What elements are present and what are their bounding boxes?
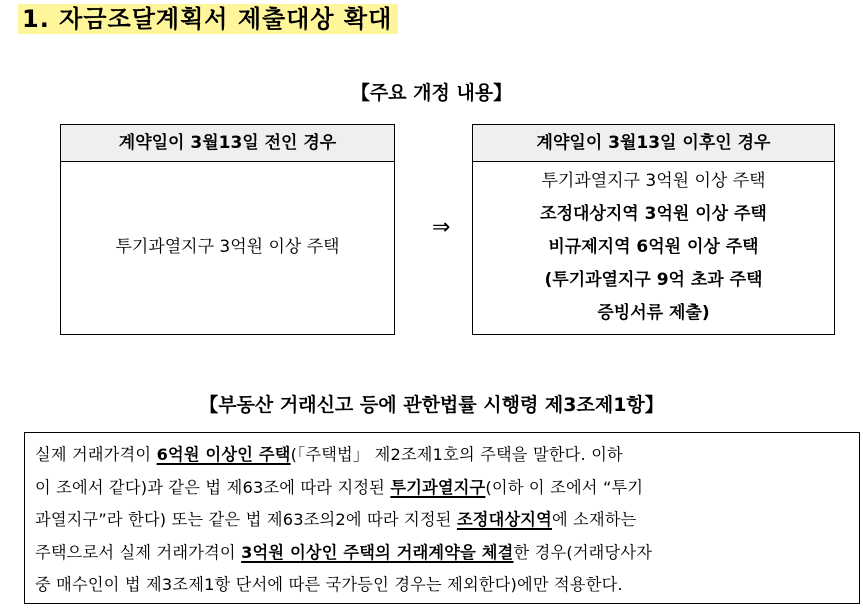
before-header: 계약일이 3월13일 전인 경우 [61, 125, 394, 162]
law-text: 이 조에서 같다)과 같은 법 제63조에 따라 지정된 [35, 477, 391, 497]
before-box [60, 124, 395, 335]
amendment-heading: 【주요 개정 내용】 [350, 82, 513, 104]
law-text: 에 소재하는 [551, 510, 637, 529]
after-box [472, 124, 835, 335]
law-line [35, 504, 851, 537]
law-text: 한 경우(거래당사자 [513, 542, 653, 562]
law-underlined-text: 조정대상지역 [456, 510, 552, 529]
section-title: 1. 자금조달계획서 제출대상 확대 [18, 4, 398, 34]
law-text-box [24, 432, 860, 604]
after-line: (투기과열지구 9억 초과 주택 [544, 270, 763, 290]
law-line [35, 472, 851, 505]
law-text: (「주택법」 제2조제1호의 주택을 말한다. 이하 [290, 445, 623, 464]
before-line: 투기과열지구 3억원 이상 주택 [115, 237, 340, 257]
law-underlined-text: 투기과열지구 [390, 477, 486, 497]
law-underlined-text: 6억원 이상인 주택 [156, 445, 291, 464]
law-line [35, 439, 851, 472]
after-line: 비규제지역 6억원 이상 주택 [548, 237, 759, 257]
law-text: 실제 거래가격이 [35, 445, 157, 464]
after-line: 증빙서류 제출) [597, 303, 710, 323]
after-body [473, 161, 834, 334]
after-line: 투기과열지구 3억원 이상 주택 [541, 171, 766, 191]
law-line [35, 537, 851, 570]
before-body [61, 161, 394, 334]
law-line: 중 매수인이 법 제3조제1항 단서에 따른 국가등인 경우는 제외한다)에만 적용한다. [35, 575, 623, 594]
law-text: (이하 이 조에서 “투기 [485, 477, 644, 497]
law-heading: 【부동산 거래신고 등에 관한법률 시행령 제3조제1항】 [199, 394, 664, 416]
right-arrow-icon: ⇒ [432, 215, 451, 240]
after-header: 계약일이 3월13일 이후인 경우 [473, 125, 834, 162]
law-text: 과열지구”라 한다) 또는 같은 법 제63조의2에 따라 지정된 [35, 510, 457, 529]
law-underlined-text: 3억원 이상인 주택의 거래계약을 체결 [241, 542, 514, 562]
after-line: 조정대상지역 3억원 이상 주택 [540, 204, 767, 224]
law-text: 주택으로서 실제 거래가격이 [35, 542, 242, 562]
